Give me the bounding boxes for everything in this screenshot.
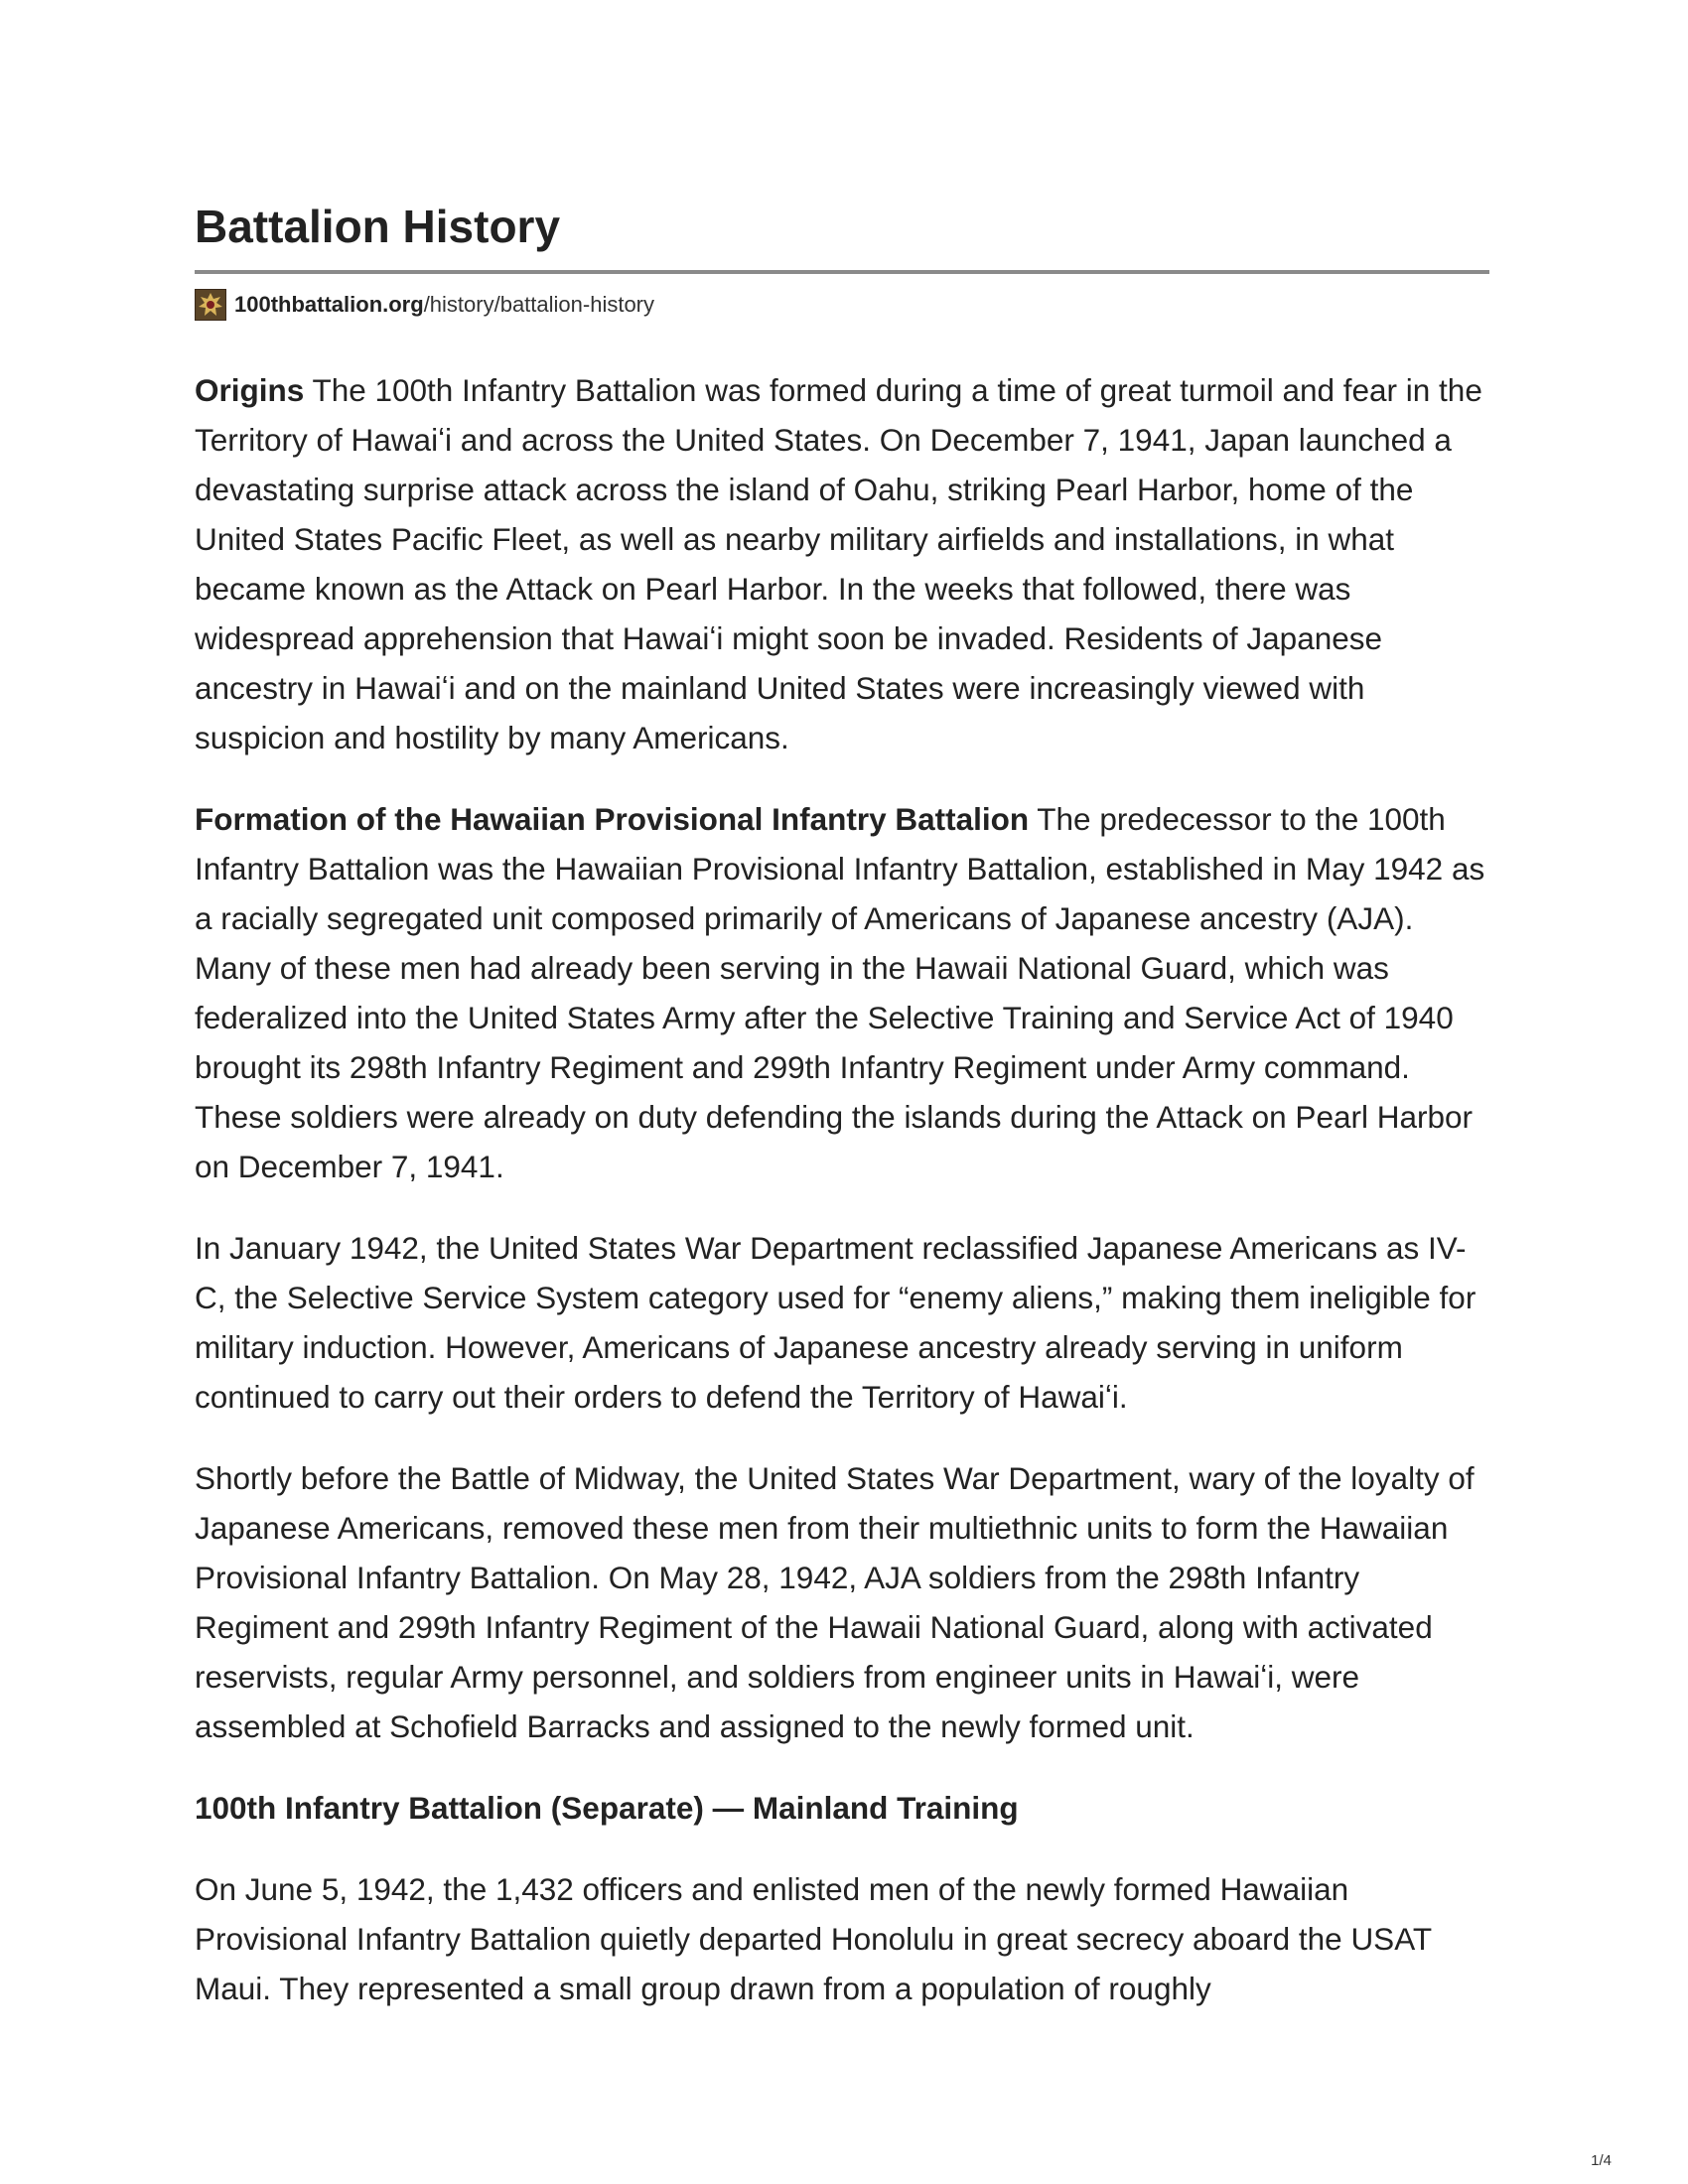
section-formation	[195, 794, 1489, 1191]
paragraph: In January 1942, the United States War Department reclassified Japanese Americans as IV-C, the Selective Service System category used for “enemy aliens,” making them ineligible for military induction. However, Americans of Japanese ancestry already serving in uniform continued to carry out their orders to defend the Territory of Hawaiʻi.	[195, 1230, 1477, 1415]
title-divider	[195, 270, 1489, 274]
source-path: /history/battalion-history	[423, 292, 655, 317]
article	[195, 195, 1489, 2045]
section-heading: Formation of the Hawaiian Provisional Infantry Battalion	[195, 801, 1030, 837]
section-subheading: 100th Infantry Battalion (Separate) — Mainland Training	[195, 1790, 1019, 1826]
section-heading: Origins	[195, 372, 305, 408]
paragraph: On June 5, 1942, the 1,432 officers and enlisted men of the newly formed Hawaiian Provisional Infantry Battalion quietly departed Honolulu in great secrecy aboard the USAT Maui. They represented a small group drawn from a population of roughly	[195, 1871, 1432, 2006]
article-body	[195, 365, 1489, 2013]
section-text: The 100th Infantry Battalion was formed during a time of great turmoil and fear in the Territory of Hawaiʻi and across the United States. On December 7, 1941, Japan launched a devastating surprise attack across the island of Oahu, striking Pearl Harbor, home of the United States Pacific Fleet, as well as nearby military airfields and installations, in what became known as the Attack on Pearl Harbor. In the weeks that followed, there was widespread apprehension that Hawaiʻi might soon be invaded. Residents of Japanese ancestry in Hawaiʻi and on the mainland United States were increasingly viewed with suspicion and hostility by many Americans.	[195, 372, 1482, 755]
section-text: The predecessor to the 100th Infantry Battalion was the Hawaiian Provisional Infantry Battalion, established in May 1942 as a racially segregated unit composed primarily of Americans of Japanese ancestry (AJA). Many of these men had already been serving in the Hawaii National Guard, which was federalized into the United States Army after the Selective Training and Service Act of 1940 brought its 298th Infantry Regiment and 299th Infantry Regiment under Army command. These soldiers were already on duty defending the islands during the Attack on Pearl Harbor on December 7, 1941.	[195, 801, 1485, 1184]
page-number: 1/4	[1591, 2152, 1612, 2169]
battalion-insignia-icon	[195, 289, 226, 321]
source-domain: 100thbattalion.org	[234, 292, 424, 317]
paragraph: Shortly before the Battle of Midway, the United States War Department, wary of the loyalty of Japanese Americans, removed these men from their multiethnic units to form the Hawaiian Provisional Infantry Battalion. On May 28, 1942, AJA soldiers from the 298th Infantry Regiment and 299th Infantry Regiment of the Hawaii National Guard, along with activated reservists, regular Army personnel, and soldiers from engineer units in Hawaiʻi, were assembled at Schofield Barracks and assigned to the newly formed unit.	[195, 1460, 1475, 1744]
page-title: Battalion History	[195, 201, 561, 252]
source-link[interactable]	[195, 288, 1489, 322]
section-origins	[195, 365, 1489, 762]
